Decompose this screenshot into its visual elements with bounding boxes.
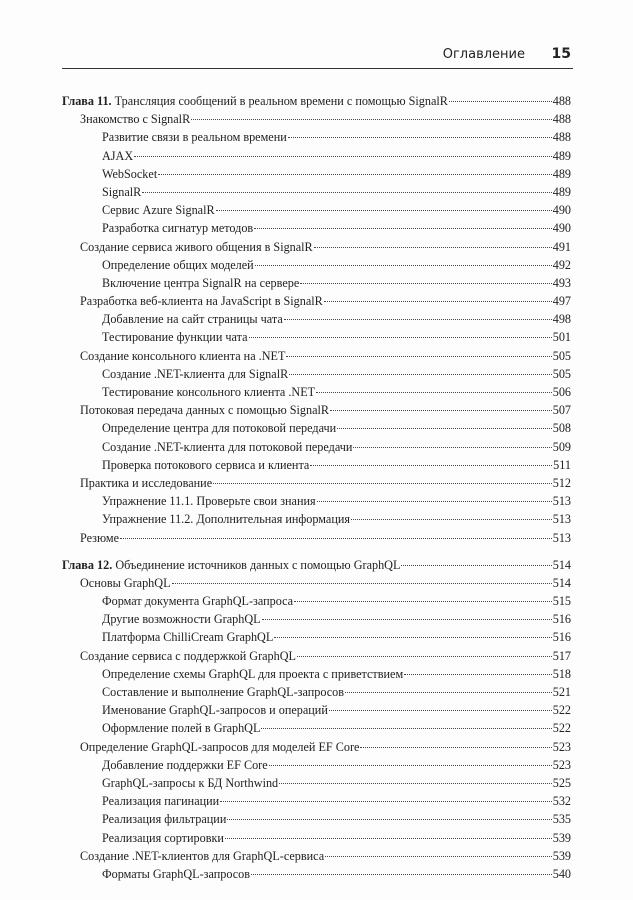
- entry-title: Реализация фильтрации: [102, 812, 227, 827]
- toc-subsection-row[interactable]: [62, 128, 571, 146]
- dot-leader: [220, 801, 552, 802]
- entry-title: Составление и выполнение GraphQL-запросов: [102, 685, 344, 699]
- entry-page-number: 532: [552, 794, 571, 809]
- entry-page-number: 488: [552, 112, 571, 127]
- entry-title: SignalR: [102, 184, 142, 199]
- dot-leader: [330, 410, 552, 411]
- toc-section-row[interactable]: [62, 647, 571, 665]
- entry-title: Платформа ChilliCream GraphQL: [102, 630, 274, 645]
- toc-section-row[interactable]: [62, 110, 571, 128]
- toc-subsection-row[interactable]: [62, 665, 571, 683]
- dot-leader: [134, 156, 552, 157]
- entry-page-number: 506: [552, 385, 571, 399]
- entry-title: Форматы GraphQL-запросов: [102, 866, 251, 881]
- chapter-page-number: 514: [552, 557, 571, 572]
- toc-subsection-row[interactable]: [62, 165, 571, 183]
- entry-title: Развитие связи в реальном времени: [102, 130, 287, 145]
- toc-subsection-row[interactable]: [62, 756, 571, 774]
- header-page-number: 15: [551, 46, 571, 62]
- toc-subsection-row[interactable]: [62, 701, 571, 719]
- toc-subsection-row[interactable]: [62, 492, 571, 510]
- chapter-block: [62, 92, 571, 547]
- dot-leader: [404, 674, 552, 675]
- dot-leader: [279, 783, 552, 784]
- toc-subsection-row[interactable]: [62, 183, 571, 201]
- toc-subsection-row[interactable]: [62, 365, 571, 383]
- entry-title: Определение GraphQL-запросов для моделей EF Core: [80, 739, 360, 754]
- toc-subsection-row[interactable]: [62, 810, 571, 828]
- entry-title: GraphQL-запросы к БД Northwind: [102, 775, 279, 790]
- toc-subsection-row[interactable]: [62, 328, 571, 346]
- entry-page-number: 516: [552, 630, 571, 645]
- entry-page-number: 488: [552, 130, 571, 145]
- entry-page-number: 517: [552, 648, 571, 663]
- dot-leader: [286, 356, 551, 357]
- toc-chapter-row[interactable]: [62, 92, 571, 110]
- chapter-prefix: Глава 12.: [62, 557, 113, 572]
- running-header: [62, 44, 573, 69]
- entry-page-number: 525: [552, 775, 571, 790]
- entry-page-number: 489: [552, 184, 571, 199]
- toc-subsection-row[interactable]: [62, 774, 571, 792]
- entry-page-number: 489: [552, 166, 571, 181]
- dot-leader: [225, 838, 552, 839]
- entry-page-number: 493: [552, 275, 571, 290]
- entry-title: AJAX: [102, 148, 134, 163]
- entry-title: Резюме: [80, 530, 120, 545]
- toc-chapter-row[interactable]: [62, 556, 571, 574]
- entry-page-number: 514: [552, 575, 571, 590]
- chapter-page-number: 488: [552, 94, 571, 108]
- toc-subsection-row[interactable]: [62, 147, 571, 165]
- entry-page-number: 516: [552, 612, 571, 627]
- entry-title: Добавление поддержки EF Core: [102, 757, 268, 772]
- toc-subsection-row[interactable]: [62, 719, 571, 737]
- dot-leader: [289, 374, 552, 375]
- entry-page-number: 523: [552, 757, 571, 772]
- dot-leader: [401, 565, 551, 566]
- dot-leader: [288, 137, 552, 138]
- entry-title: Сервис Azure SignalR: [102, 203, 215, 218]
- entry-title: Практика и исследование: [80, 475, 213, 490]
- toc-section-row[interactable]: [62, 238, 571, 256]
- entry-title: Включение центра SignalR на сервере: [102, 275, 300, 290]
- chapter-prefix: Глава 11.: [62, 94, 112, 108]
- toc-section-row[interactable]: [62, 401, 571, 419]
- toc-subsection-row[interactable]: [62, 274, 571, 292]
- dot-leader: [449, 101, 552, 102]
- dot-leader: [227, 819, 551, 820]
- entry-title: Знакомство с SignalR: [80, 112, 191, 127]
- entry-title: Упражнение 11.2. Дополнительная информация: [102, 512, 350, 527]
- entry-page-number: 521: [552, 685, 571, 699]
- dot-leader: [142, 192, 551, 193]
- dot-leader: [262, 619, 552, 620]
- entry-page-number: 535: [552, 812, 571, 827]
- toc-subsection-row[interactable]: [62, 610, 571, 628]
- entry-page-number: 540: [552, 866, 571, 881]
- entry-page-number: 508: [552, 421, 571, 436]
- dot-leader: [316, 392, 552, 393]
- entry-title: Именование GraphQL-запросов и операций: [102, 703, 328, 718]
- entry-page-number: 539: [552, 830, 571, 845]
- toc-section-row[interactable]: [62, 529, 571, 547]
- entry-title: Разработка веб-клиента на JavaScript в SignalR: [80, 294, 323, 309]
- entry-title: Добавление на сайт страницы чата: [102, 312, 283, 327]
- dot-leader: [345, 692, 552, 693]
- entry-title: Тестирование консольного клиента .NET: [102, 385, 316, 399]
- toc-subsection-row[interactable]: [62, 419, 571, 437]
- entry-page-number: 497: [552, 294, 571, 309]
- dot-leader: [120, 538, 552, 539]
- toc-section-row[interactable]: [62, 847, 571, 865]
- entry-title: Создание .NET-клиента для SignalR: [102, 366, 289, 381]
- entry-title: Реализация сортировки: [102, 830, 224, 845]
- dot-leader: [300, 283, 551, 284]
- entry-page-number: 522: [552, 721, 571, 736]
- dot-leader: [310, 465, 552, 466]
- entry-page-number: 512: [552, 475, 571, 490]
- entry-page-number: 498: [552, 312, 571, 327]
- dot-leader: [261, 728, 551, 729]
- entry-title: Создание сервиса живого общения в SignalR: [80, 239, 313, 254]
- entry-page-number: 522: [552, 703, 571, 718]
- entry-title: Основы GraphQL: [80, 575, 171, 590]
- entry-title: Реализация пагинации: [102, 794, 220, 809]
- toc-subsection-row[interactable]: [62, 456, 571, 474]
- dot-leader: [325, 856, 552, 857]
- dot-leader: [191, 119, 552, 120]
- dot-leader: [274, 637, 551, 638]
- entry-title: WebSocket: [102, 166, 158, 181]
- toc-subsection-row[interactable]: [62, 510, 571, 528]
- dot-leader: [294, 601, 552, 602]
- entry-page-number: 490: [552, 221, 571, 236]
- entry-title: Создание .NET-клиентов для GraphQL-сервиса: [80, 848, 325, 863]
- chapter-block: [62, 556, 571, 883]
- dot-leader: [249, 337, 552, 338]
- toc-subsection-row[interactable]: [62, 310, 571, 328]
- entry-title: Создание сервиса с поддержкой GraphQL: [80, 648, 296, 663]
- chapter-label: [62, 92, 448, 110]
- header-title: Оглавление: [442, 47, 525, 62]
- dot-leader: [297, 656, 552, 657]
- entry-page-number: 513: [552, 512, 571, 527]
- toc-subsection-row[interactable]: [62, 592, 571, 610]
- toc-subsection-row[interactable]: [62, 683, 571, 701]
- dot-leader: [216, 210, 552, 211]
- dot-leader: [158, 174, 552, 175]
- dot-leader: [269, 765, 552, 766]
- entry-page-number: 509: [552, 439, 571, 454]
- chapter-title: Объединение источников данных с помощью GraphQL: [115, 557, 401, 572]
- dot-leader: [255, 265, 552, 266]
- chapter-label: [62, 556, 400, 574]
- entry-title: Формат документа GraphQL-запроса: [102, 594, 294, 609]
- dot-leader: [337, 428, 552, 429]
- entry-title: Определение центра для потоковой передачи: [102, 421, 337, 436]
- dot-leader: [314, 247, 552, 248]
- entry-title: Разработка сигнатур методов: [102, 221, 254, 236]
- dot-leader: [317, 501, 552, 502]
- entry-page-number: 489: [552, 148, 571, 163]
- toc-subsection-row[interactable]: [62, 865, 571, 883]
- entry-title: Создание консольного клиента на .NET: [80, 348, 286, 363]
- toc-section-row[interactable]: [62, 574, 571, 592]
- entry-page-number: 515: [552, 594, 571, 609]
- entry-title: Проверка потокового сервиса и клиента: [102, 457, 310, 472]
- dot-leader: [360, 747, 551, 748]
- entry-title: Тестирование функции чата: [102, 330, 248, 345]
- toc-section-row[interactable]: [62, 347, 571, 365]
- toc-subsection-row[interactable]: [62, 383, 571, 401]
- dot-leader: [213, 483, 552, 484]
- entry-page-number: 523: [552, 739, 571, 754]
- chapter-title: Трансляция сообщений в реальном времени с помощью SignalR: [114, 94, 448, 108]
- toc-subsection-row[interactable]: [62, 792, 571, 810]
- entry-page-number: 513: [552, 530, 571, 545]
- entry-page-number: 505: [552, 366, 571, 381]
- toc-subsection-row[interactable]: [62, 201, 571, 219]
- entry-title: Другие возможности GraphQL: [102, 612, 261, 627]
- dot-leader: [324, 301, 552, 302]
- entry-page-number: 513: [552, 494, 571, 509]
- entry-title: Определение общих моделей: [102, 257, 254, 272]
- dot-leader: [353, 447, 551, 448]
- dot-leader: [251, 874, 552, 875]
- dot-leader: [351, 519, 552, 520]
- entry-page-number: 491: [552, 239, 571, 254]
- entry-page-number: 539: [552, 848, 571, 863]
- toc-subsection-row[interactable]: [62, 438, 571, 456]
- dot-leader: [284, 319, 552, 320]
- entry-page-number: 511: [553, 457, 571, 472]
- entry-title: Потоковая передача данных с помощью SignalR: [80, 403, 330, 418]
- entry-page-number: 505: [552, 348, 571, 363]
- toc-section-row[interactable]: [62, 292, 571, 310]
- toc-subsection-row[interactable]: [62, 829, 571, 847]
- dot-leader: [172, 583, 552, 584]
- dot-leader: [329, 710, 552, 711]
- entry-title: Определение схемы GraphQL для проекта с приветствием: [102, 666, 404, 681]
- toc-subsection-row[interactable]: [62, 219, 571, 237]
- dot-leader: [254, 228, 552, 229]
- table-of-contents: [62, 92, 571, 892]
- entry-page-number: 518: [552, 666, 571, 681]
- entry-page-number: 490: [552, 203, 571, 218]
- toc-section-row[interactable]: [62, 474, 571, 492]
- toc-section-row[interactable]: [62, 738, 571, 756]
- toc-subsection-row[interactable]: [62, 256, 571, 274]
- toc-subsection-row[interactable]: [62, 628, 571, 646]
- entry-page-number: 492: [552, 257, 571, 272]
- entry-title: Создание .NET-клиента для потоковой передачи: [102, 439, 353, 454]
- entry-page-number: 501: [552, 330, 571, 345]
- entry-title: Оформление полей в GraphQL: [102, 721, 261, 736]
- entry-page-number: 507: [552, 403, 571, 418]
- entry-title: Упражнение 11.1. Проверьте свои знания: [102, 494, 316, 509]
